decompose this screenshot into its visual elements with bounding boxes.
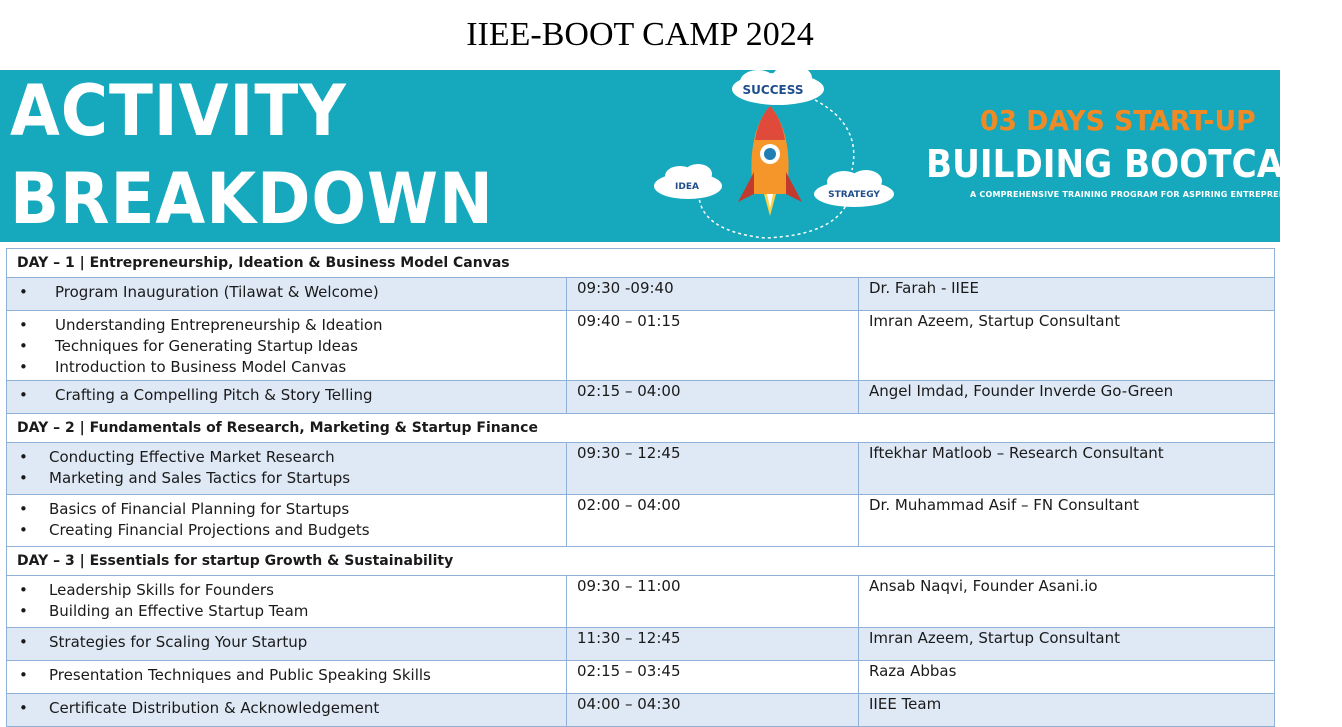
session-row — [7, 628, 1275, 661]
activity-cell — [7, 628, 567, 661]
time-cell: 09:40 – 01:15 — [567, 311, 859, 381]
speaker-cell: Dr. Farah - IIEE — [859, 278, 1275, 311]
activity-cell — [7, 661, 567, 694]
bootcamp-tagline: A COMPREHENSIVE TRAINING PROGRAM FOR ASPIRING ENTREPRENEURS — [970, 190, 1311, 199]
speaker-cell: Ansab Naqvi, Founder Asani.io — [859, 576, 1275, 628]
rocket-illustration — [640, 70, 900, 242]
activity-item: • Basics of Financial Planning for Startups — [17, 499, 556, 520]
activity-cell — [7, 495, 567, 547]
activity-cell — [7, 311, 567, 381]
day-header-row — [7, 414, 1275, 443]
bootcamp-title: BUILDING BOOTCAMP — [926, 142, 1342, 186]
success-cloud-icon — [732, 65, 824, 105]
activity-cell — [7, 381, 567, 414]
idea-cloud-icon — [654, 164, 722, 199]
day-heading: DAY – 3 | Essentials for startup Growth & Sustainability — [7, 547, 1275, 576]
time-cell: 02:15 – 03:45 — [567, 661, 859, 694]
activity-item: • Understanding Entrepreneurship & Ideation — [17, 315, 556, 336]
speaker-cell: Raza Abbas — [859, 661, 1275, 694]
speaker-cell: Imran Azeem, Startup Consultant — [859, 628, 1275, 661]
activity-item: • Presentation Techniques and Public Speaking Skills — [17, 665, 556, 686]
activity-item: • Marketing and Sales Tactics for Startups — [17, 468, 556, 489]
speaker-cell: IIEE Team — [859, 694, 1275, 727]
session-row — [7, 278, 1275, 311]
session-row — [7, 661, 1275, 694]
day-header-row — [7, 547, 1275, 576]
banner-heading-line1: ACTIVITY — [10, 70, 347, 152]
speaker-cell: Iftekhar Matloob – Research Consultant — [859, 443, 1275, 495]
session-row — [7, 495, 1275, 547]
time-cell: 02:00 – 04:00 — [567, 495, 859, 547]
activity-item: • Crafting a Compelling Pitch & Story Telling — [17, 385, 556, 406]
schedule-table — [6, 248, 1275, 727]
cloud-label-idea: IDEA — [675, 182, 699, 192]
time-cell: 09:30 – 12:45 — [567, 443, 859, 495]
activity-item: • Certificate Distribution & Acknowledgement — [17, 698, 556, 719]
page-title: IIEE-BOOT CAMP 2024 — [466, 16, 814, 53]
day-heading: DAY – 1 | Entrepreneurship, Ideation & Business Model Canvas — [7, 249, 1275, 278]
activity-item: • Strategies for Scaling Your Startup — [17, 632, 556, 653]
time-cell: 11:30 – 12:45 — [567, 628, 859, 661]
session-row — [7, 576, 1275, 628]
time-cell: 09:30 -09:40 — [567, 278, 859, 311]
activity-item: • Introduction to Business Model Canvas — [17, 357, 556, 378]
activity-item: • Building an Effective Startup Team — [17, 601, 556, 622]
activity-cell — [7, 694, 567, 727]
activity-cell — [7, 443, 567, 495]
bootcamp-days-label: 03 DAYS START-UP — [980, 104, 1256, 137]
cloud-label-success: SUCCESS — [742, 83, 804, 97]
activity-cell — [7, 576, 567, 628]
time-cell: 09:30 – 11:00 — [567, 576, 859, 628]
day-header-row — [7, 249, 1275, 278]
cloud-label-strategy: STRATEGY — [828, 190, 880, 200]
speaker-cell: Angel Imdad, Founder Inverde Go-Green — [859, 381, 1275, 414]
activity-item: • Program Inauguration (Tilawat & Welcome) — [17, 282, 556, 303]
activity-item: • Leadership Skills for Founders — [17, 580, 556, 601]
day-heading: DAY – 2 | Fundamentals of Research, Marketing & Startup Finance — [7, 414, 1275, 443]
session-row — [7, 443, 1275, 495]
strategy-cloud-icon — [814, 170, 894, 207]
time-cell: 04:00 – 04:30 — [567, 694, 859, 727]
session-row — [7, 311, 1275, 381]
activity-banner — [0, 70, 1342, 242]
activity-item: • Creating Financial Projections and Budgets — [17, 520, 556, 541]
banner-heading-line2: BREAKDOWN — [10, 158, 494, 240]
session-row — [7, 381, 1275, 414]
activity-item: • Conducting Effective Market Research — [17, 447, 556, 468]
time-cell: 02:15 – 04:00 — [567, 381, 859, 414]
speaker-cell: Imran Azeem, Startup Consultant — [859, 311, 1275, 381]
activity-cell — [7, 278, 567, 311]
activity-item: • Techniques for Generating Startup Ideas — [17, 336, 556, 357]
speaker-cell: Dr. Muhammad Asif – FN Consultant — [859, 495, 1275, 547]
session-row — [7, 694, 1275, 727]
rocket-icon — [738, 106, 802, 216]
